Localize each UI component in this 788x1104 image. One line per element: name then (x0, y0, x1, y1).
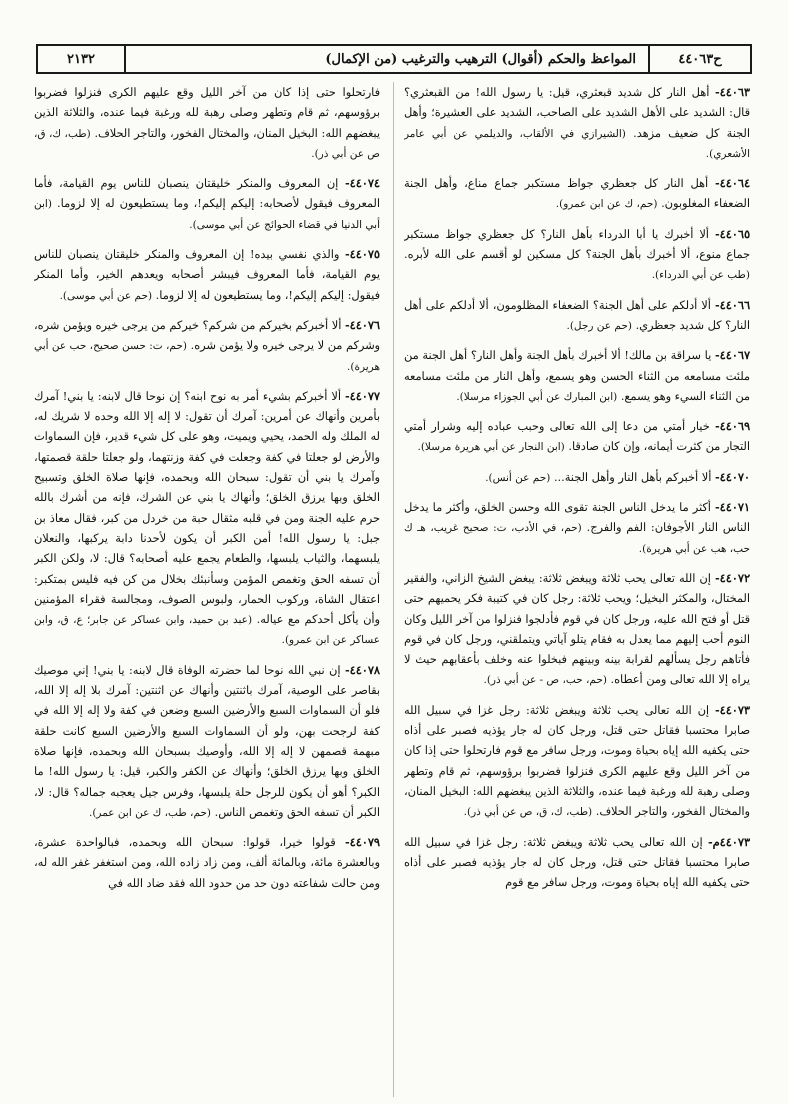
hadith-number: ٤٤٠٧٢- (714, 570, 750, 585)
hadith-entry (404, 173, 750, 215)
hadith-entry (404, 832, 750, 894)
column-divider (393, 82, 394, 1097)
hadith-source: (حم، في الأدب، ت: صحيح غريب، هـ ك حب، هب عن أبي هريرة). (404, 522, 750, 555)
hadith-number: ٤٤٠٦٩- (714, 419, 750, 434)
hadith-number: ٤٤٠٦٣- (714, 85, 750, 99)
hadith-text: قولوا خيرا، قولوا: سبحان الله وبحمده، فبالواحدة عشرة، وبالعشرة مائة، وبالمائة ألف، ومن زاد زاده الله، ومن استغفر غفر الله له، ومن حالت شفاعته دون حد من حدود الله فقد ضاد الله في (34, 836, 380, 890)
hadith-entry (34, 244, 380, 306)
hadith-text: والذي نفسي بيده! إن المعروف والمنكر خليقتان ينصبان للناس يوم القيامة، فأما المعروف فيبشر أصحابه ويعدهم الخير، وأما المنكر فيقول: إليكم إليكم!، وما يستطيعون له إلا لزوما. (34, 248, 380, 302)
right-column (404, 82, 750, 1097)
hadith-number: ٤٤٠٧١- (714, 500, 750, 515)
hadith-number: ٤٤٠٧٨- (344, 662, 380, 677)
hadith-source: (حم عن أنس). (485, 471, 551, 484)
hadith-number: ٤٤٠٧٧- (344, 388, 380, 403)
hadith-text: إن المعروف والمنكر خليقتان ينصبان للناس يوم القيامة، فأما المعروف فيقول لأصحابه: إليكم إليكم!، وما يستطيعون له إلا لزوما. (34, 177, 380, 211)
hadith-entry (34, 386, 380, 651)
hadith-source: (ابن المبارك عن أبي الجوزاء مرسلا). (456, 390, 618, 403)
hadith-source: (حم عن أبي موسى). (59, 289, 153, 302)
hadith-entry (404, 82, 750, 164)
hadith-entry (404, 224, 750, 286)
hadith-source: (حم، ت: حسن صحيح، حب عن أبي هريرة). (34, 340, 380, 373)
hadith-text: يا سراقة بن مالك! ألا أخبرك بأهل الجنة وأهل النار؟ أهل الجنة من ملئت مسامعه من الثناء الحسن وهو يسمع، وأهل النار من ملئت مسامعه من الثناء السيء وهو يسمع. (404, 349, 750, 403)
hadith-source: (حم، طب، ك عن ابن عمر). (89, 806, 212, 819)
hadith-text: خيار أمتي من دعا إلى الله تعالى وحبب عباده إليه وشرار أمتي التجار من كثرت أيمانه، وإن كان صادقا. (404, 420, 750, 454)
hadith-text: أهل النار كل جعظري جواظ مستكبر جماع مناع، وأهل الجنة الضعفاء المغلوبون. (404, 177, 750, 211)
hadith-number: ٤٤٠٦٦- (714, 297, 750, 312)
left-column (34, 82, 380, 1097)
hadith-entry (404, 568, 750, 691)
hadith-source: (حم، حب، ص - عن أبي ذر). (483, 674, 607, 687)
hadith-text: ألا أخبرك يا أبا الدرداء بأهل النار؟ كل جعظري جواظ مستكبر جماع منوع، ألا أخبرك بأهل الجنة؟ كل مسكين لو أقسم على الله لأبره. (404, 227, 750, 262)
hadith-text: إن الله تعالى يحب ثلاثة ويبغض ثلاثة: رجل غزا في سبيل الله صابرا محتسبا فقاتل حتى قتل، ورجل كان له جار يؤذيه فصبر على أذاه حتى يكفيه الله إياه بحياة وموت، ورجل سافر مع قوم فارتحلوا حتى إذا كان من آخر الليل وقع عليهم الكرى فنزلوا فضربوا برؤوسهم، ثم قام وتطهر وصلى رهبة لله ورغبة فيما عنده، والثلاثة الذين يبغضهم الله: البخيل المنان، والمختال الفخور، والتاجر الحلاف. (404, 703, 750, 819)
hadith-number: ٤٤٠٦٥- (714, 226, 750, 241)
hadith-text: إن نبي الله نوحا لما حضرته الوفاة قال لابنه: يا بني! إني موصيك بقاصر على الوصية، آمرك باثنتين وأنهاك عن اثنتين: آمرك بلا إله إلا الله، فلو أن السماوات السبع والأرضين السبع وضعن في كفة ولا إله إلا الله في كفة لرجحت بهن، ولو أن السماوات السبع والأرضين السبع كانت حلقة مبهمة قصمهن لا إله إلا الله، وأوصيك بسبحان الله وبحمده، فإنها صلاة الخلق وبها يرزق الخلق؛ وأنهاك عن الكفر والكبر، قيل: يا رسول الله! ما الكبر؟ أهو أن يكون للرجل حلة يلبسها، وفرس جيل يعجبه جماله؟ قال: لا، الكبر أن تسفه الحق وتغمص الناس. (34, 663, 380, 819)
hadith-source: (طب عن أبي الدرداء). (651, 269, 750, 282)
hadith-entry (34, 82, 380, 164)
hadith-number: ٤٤٠٧٩- (344, 835, 380, 850)
hadith-entry (404, 700, 750, 823)
hadith-number: ٤٤٠٦٤- (714, 176, 750, 191)
hadith-text: ألا أخبركم بشيء أمر به نوح ابنه؟ إن نوحا قال لابنه: يا بني! آمرك بأمرين وأنهاك عن أمرين: آمرك أن تقول: لا إله إلا الله وحده لا شريك له، له الملك وله الحمد، يحيي ويميت، وهو على كل شيء قدير، فإن السماوات والأرض لو جعلتا في كفة وجعلت في كفة وزنتهما، ولو جعلتا حلقة قصمتها، وآمرك يا بني أن تقول: سبحان الله وبحمده، فإنها صلاة الخلق وتسبيح الخلق وبها يرزق الخلق؛ وأنهاك يا بني عن الشرك، فإنه من أشرك بالله حرم عليه الجنة ومن في قلبه مثقال حبة من خردل من كبر، فقال معاذ بن جبل: يا رسول الله! أمن الكبر أن يكون لأحدنا دابة يركبها، والنعلان يلبسهما، والثياب يلبسها، والطعام يجمع عليه أصحابه؟ قال: لا، ولكن الكبر أن تسفه الحق وتغمص المؤمن وسأنبئك بخلال من كن فيه فليس بمتكبر: اعتقال الشاة، وركوب الحمار، ولبوس الصوف، ومجالسة فقراء المؤمنين وأن يأكل أحدكم مع عياله. (34, 389, 380, 627)
hadith-number: ٤٤٠٧٣م- (707, 834, 750, 849)
hadith-number: ٤٤٠٧٦- (344, 317, 380, 332)
hadith-text: إن الله تعالى يحب ثلاثة ويبغض ثلاثة: رجل غزا في سبيل الله صابرا محتسبا فقاتل حتى قتل، ورجل كان له جار يؤذيه فصبر على أذاه حتى يكفيه الله إياه بحياة وموت، ورجل سافر مع قوم (404, 835, 750, 890)
hadith-number: ٤٤٠٧٣- (714, 702, 750, 717)
page-number: ٢١٣٢ (38, 46, 126, 72)
page-header (36, 44, 752, 74)
hadith-entry (34, 832, 380, 894)
hadith-text: ألا أخبركم بأهل النار وأهل الجنة... (553, 470, 712, 484)
hadith-source: (حم، ك عن ابن عمرو). (555, 198, 658, 211)
hadith-number: ٤٤٠٦٧- (714, 348, 750, 363)
hadith-source: (طب، ك، ق، ص عن أبي ذر). (34, 127, 380, 160)
hadith-text: ألا أخبركم بخيركم من شركم؟ خيركم من يرجى خيره ويؤمن شره، وشركم من لا يرجى خيره ولا يؤمن شره. (34, 318, 380, 353)
hadith-entry (404, 497, 750, 559)
hadith-entry (34, 660, 380, 823)
hadith-entry (404, 295, 750, 337)
hadith-text: فارتحلوا حتى إذا كان من آخر الليل وقع عليهم الكرى فنزلوا فضربوا برؤوسهم، ثم قام وتطهر وصلى رهبة لله ورغبة فيما عنده، والثلاثة الذين يبغضهم الله: البخيل المنان، والمختال الفخور، والتاجر الحلاف. (34, 86, 380, 140)
hadith-text: إن الله تعالى يحب ثلاثة ويبغض ثلاثة: يبغض الشيخ الزاني، والفقير المختال، والمكثر البخيل؛ ويحب ثلاثة: رجل كان في كتيبة فكر يحميهم حتى قتل أو فتح الله عليه، ورجل كان في قوم فأدلجوا فنزلوا من آخر الليل وكان النوم أحب إليهم مما يعدل به فقام يتلو آياتي ويتملقني، ورجل كان في قوم فأتاهم رجل يسألهم لقرابة بينه وبينهم فبخلوا عنه وخلف بأعقابهم حيث لا يراه إلا الله تعالى ومن أعطاه. (404, 571, 750, 687)
hadith-text: أهل النار كل شديد قبعثري، قيل: يا رسول الله! من القبعثري؟ قال: الشديد على الأهل الشديد على الصاحب، الشديد على العشيرة؛ وأهل الجنة كل ضعيف مزهد. (404, 86, 750, 140)
hadith-entry (34, 315, 380, 377)
hadith-number: ٤٤٠٧٠- (714, 469, 750, 484)
hadith-entry (34, 173, 380, 235)
hadith-source: (حم عن رجل). (566, 319, 632, 332)
hadith-number: ٤٤٠٧٥- (344, 247, 380, 262)
hadith-source: (عبد بن حميد، وابن عساكر عن جابر؛ ع، ق، وابن عساكر عن ابن عمرو). (34, 614, 380, 647)
hadith-range-ref: ح٤٤٠٦٣ (648, 46, 750, 72)
hadith-entry (404, 416, 750, 458)
hadith-source: (الشيرازي في الألقاب، والديلمي عن أبي عامر الأشعري). (404, 127, 750, 160)
hadith-source: (طب، ك، ق، ص عن أبي ذر). (463, 806, 593, 819)
chapter-title: المواعظ والحكم (أقوال) الترهيب والترغيب (من الإكمال) (325, 51, 636, 67)
hadith-entry (404, 467, 750, 488)
hadith-source: (ابن أبي الدنيا في قضاء الحوائج عن أبي موسى). (34, 198, 380, 231)
hadith-text: أكثر ما يدخل الناس الجنة تقوى الله وحسن الخلق، وأكثر ما يدخل الناس النار الأجوفان: الفم والفرج. (404, 501, 750, 535)
hadith-text: ألا أدلكم على أهل الجنة؟ الضعفاء المظلومون، ألا أدلكم على أهل النار؟ كل شديد جعظري. (404, 298, 750, 332)
hadith-number: ٤٤٠٧٤- (344, 176, 380, 191)
hadith-source: (ابن النجار عن أبي هريرة مرسلا). (417, 441, 565, 454)
hadith-entry (404, 345, 750, 407)
